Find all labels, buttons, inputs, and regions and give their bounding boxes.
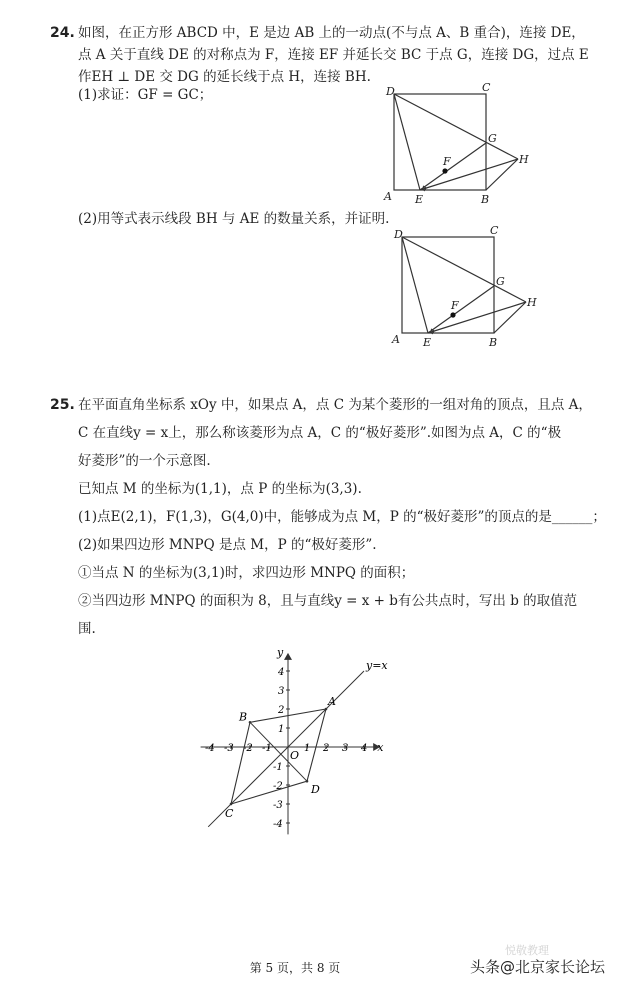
q24-text-line3: 作EH ⊥ DE 交 DG 的延长线于点 H，连接 BH. bbox=[78, 69, 371, 85]
y-tick-label: -4 bbox=[273, 819, 283, 830]
q25-coordinate-graph bbox=[198, 640, 398, 830]
watermark bbox=[470, 956, 605, 977]
svg-text:D: D bbox=[386, 85, 395, 98]
q25-part1: (1)点E(2,1)，F(1,3)，G(4,0)中，能够成为点 M，P 的“极好菱形”的顶点的是______； bbox=[78, 509, 606, 525]
svg-text:D: D bbox=[394, 228, 403, 241]
vertex-b bbox=[249, 721, 252, 724]
line-label: y=x bbox=[366, 659, 388, 672]
y-tick-label: -2 bbox=[273, 781, 283, 792]
svg-text:A: A bbox=[384, 190, 392, 203]
vertex-label-a: A bbox=[328, 695, 336, 708]
vertex-label-c: C bbox=[225, 807, 234, 820]
q25-text-line3: 好菱形”的一个示意图. bbox=[78, 453, 211, 469]
q25-sub2: ②当四边形 MNPQ 的面积为 8，且与直线y = x + b有公共点时，写出 b 的取值范 bbox=[78, 593, 578, 609]
y-tick-label: 4 bbox=[278, 667, 285, 678]
watermark-source: 头条 bbox=[470, 958, 501, 976]
origin-label: O bbox=[290, 749, 300, 762]
svg-text:B: B bbox=[489, 336, 498, 349]
q25-sub2-cont: 围. bbox=[78, 621, 96, 637]
q24-text-line1: 如图，在正方形 ABCD 中，E 是边 AB 上的一动点(不与点 A、B 重合)，连接 DE， bbox=[78, 25, 585, 41]
question-24-number: 24. bbox=[50, 25, 75, 41]
point-f bbox=[442, 168, 447, 173]
svg-text:C: C bbox=[490, 224, 499, 237]
page-footer: 第 5 页，共 8 页 bbox=[249, 961, 341, 975]
y-tick-label: -1 bbox=[273, 762, 283, 773]
svg-text:B: B bbox=[481, 193, 490, 206]
svg-text:E: E bbox=[415, 193, 424, 206]
q24-figure-2 bbox=[386, 225, 546, 355]
point-f-2 bbox=[450, 312, 455, 317]
x-tick-label: 2 bbox=[323, 743, 330, 754]
q25-text-line4: 已知点 M 的坐标为(1,1)，点 P 的坐标为(3,3). bbox=[78, 481, 362, 497]
vertex-label-b: B bbox=[239, 710, 248, 724]
faint-watermark: 悦敬教理 bbox=[505, 944, 549, 957]
y-tick-label: 3 bbox=[278, 686, 285, 697]
svg-text:A: A bbox=[392, 333, 400, 346]
svg-text:G: G bbox=[488, 132, 497, 145]
svg-text:H: H bbox=[527, 296, 537, 309]
q25-text-line1: 在平面直角坐标系 xOy 中，如果点 A，点 C 为某个菱形的一组对角的顶点，且点 A， bbox=[78, 397, 592, 413]
x-tick-label: 4 bbox=[361, 743, 368, 754]
y-axis-label: y bbox=[277, 645, 284, 659]
x-tick-label: 3 bbox=[342, 743, 349, 754]
svg-text:E: E bbox=[423, 336, 432, 349]
q25-text-line2: C 在直线y = x上，那么称该菱形为点 A，C 的“极好菱形”.如图为点 A，C 的“极 bbox=[78, 425, 562, 441]
vertex-a bbox=[325, 708, 328, 711]
q25-part2: (2)如果四边形 MNPQ 是点 M，P 的“极好菱形”. bbox=[78, 537, 377, 553]
y-tick-label: -3 bbox=[273, 800, 283, 811]
x-axis-label: x bbox=[377, 741, 384, 754]
q24-text-line2: 点 A 关于直线 DE 的对称点为 F，连接 EF 并延长交 BC 于点 G，连接 DG，过点 E bbox=[78, 47, 589, 63]
vertex-label-d: D bbox=[311, 783, 320, 797]
x-tick-label: -3 bbox=[224, 743, 234, 754]
q24-part1: (1)求证：GF = GC； bbox=[78, 87, 213, 103]
question-25-number: 25. bbox=[50, 397, 75, 413]
svg-text:H: H bbox=[519, 153, 529, 166]
x-tick-label: -1 bbox=[262, 743, 272, 754]
x-tick-label: 1 bbox=[304, 743, 311, 754]
svg-text:F: F bbox=[443, 155, 451, 168]
svg-text:G: G bbox=[496, 275, 505, 288]
y-tick-label: 1 bbox=[278, 724, 285, 735]
vertex-d bbox=[306, 780, 309, 783]
q24-figure-1 bbox=[378, 82, 538, 212]
x-tick-label: -2 bbox=[243, 743, 253, 754]
q25-sub1: ①当点 N 的坐标为(3,1)时，求四边形 MNPQ 的面积； bbox=[78, 565, 415, 581]
y-tick-label: 2 bbox=[278, 705, 285, 716]
watermark-handle: @北京家长论坛 bbox=[500, 958, 606, 976]
q24-part2: (2)用等式表示线段 BH 与 AE 的数量关系，并证明. bbox=[78, 211, 390, 227]
svg-text:C: C bbox=[482, 81, 491, 94]
svg-text:F: F bbox=[451, 299, 459, 312]
vertex-c bbox=[230, 803, 233, 806]
x-tick-label: -4 bbox=[205, 743, 215, 754]
